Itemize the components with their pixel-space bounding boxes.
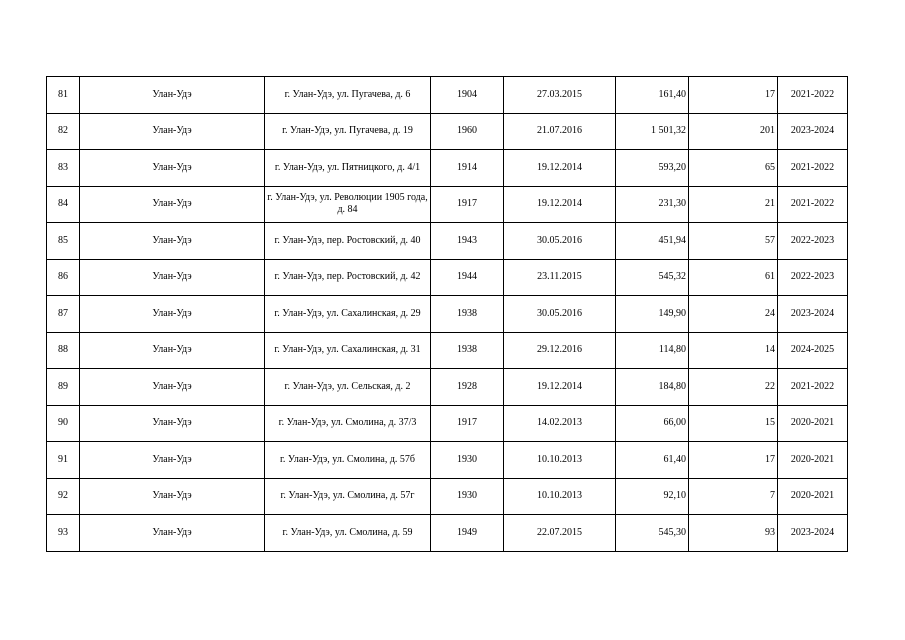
residents-cell: 14 [689, 332, 778, 369]
year-cell: 1960 [431, 113, 504, 150]
date-cell: 22.07.2015 [504, 515, 616, 552]
table-row [47, 478, 848, 515]
period-cell: 2020-2021 [778, 442, 848, 479]
period-cell: 2023-2024 [778, 113, 848, 150]
row-number: 87 [47, 296, 80, 333]
city-cell: Улан-Удэ [80, 442, 265, 479]
area-cell: 161,40 [616, 77, 689, 114]
area-cell: 184,80 [616, 369, 689, 406]
period-cell: 2024-2025 [778, 332, 848, 369]
period-cell: 2022-2023 [778, 259, 848, 296]
period-cell: 2023-2024 [778, 296, 848, 333]
city-cell: Улан-Удэ [80, 296, 265, 333]
table-row [47, 442, 848, 479]
year-cell: 1917 [431, 405, 504, 442]
city-cell: Улан-Удэ [80, 223, 265, 260]
year-cell: 1944 [431, 259, 504, 296]
year-cell: 1928 [431, 369, 504, 406]
row-number: 91 [47, 442, 80, 479]
address-cell: г. Улан-Удэ, ул. Сельская, д. 2 [265, 369, 431, 406]
row-number: 83 [47, 150, 80, 187]
row-number: 90 [47, 405, 80, 442]
address-cell: г. Улан-Удэ, ул. Сахалинская, д. 29 [265, 296, 431, 333]
date-cell: 30.05.2016 [504, 296, 616, 333]
area-cell: 545,30 [616, 515, 689, 552]
date-cell: 21.07.2016 [504, 113, 616, 150]
residents-cell: 21 [689, 186, 778, 223]
residents-cell: 65 [689, 150, 778, 187]
period-cell: 2022-2023 [778, 223, 848, 260]
area-cell: 66,00 [616, 405, 689, 442]
residents-cell: 201 [689, 113, 778, 150]
date-cell: 14.02.2013 [504, 405, 616, 442]
residents-cell: 22 [689, 369, 778, 406]
date-cell: 19.12.2014 [504, 186, 616, 223]
table-row [47, 186, 848, 223]
address-cell: г. Улан-Удэ, ул. Смолина, д. 37/3 [265, 405, 431, 442]
city-cell: Улан-Удэ [80, 369, 265, 406]
row-number: 81 [47, 77, 80, 114]
city-cell: Улан-Удэ [80, 113, 265, 150]
area-cell: 92,10 [616, 478, 689, 515]
area-cell: 149,90 [616, 296, 689, 333]
date-cell: 27.03.2015 [504, 77, 616, 114]
residents-cell: 17 [689, 77, 778, 114]
table-row [47, 259, 848, 296]
period-cell: 2020-2021 [778, 405, 848, 442]
table-row [47, 296, 848, 333]
row-number: 82 [47, 113, 80, 150]
period-cell: 2021-2022 [778, 186, 848, 223]
table-row [47, 369, 848, 406]
city-cell: Улан-Удэ [80, 259, 265, 296]
residents-cell: 7 [689, 478, 778, 515]
period-cell: 2021-2022 [778, 369, 848, 406]
city-cell: Улан-Удэ [80, 150, 265, 187]
table-row [47, 405, 848, 442]
period-cell: 2020-2021 [778, 478, 848, 515]
row-number: 88 [47, 332, 80, 369]
area-cell: 451,94 [616, 223, 689, 260]
row-number: 89 [47, 369, 80, 406]
date-cell: 30.05.2016 [504, 223, 616, 260]
date-cell: 29.12.2016 [504, 332, 616, 369]
row-number: 85 [47, 223, 80, 260]
date-cell: 10.10.2013 [504, 442, 616, 479]
year-cell: 1917 [431, 186, 504, 223]
residents-cell: 57 [689, 223, 778, 260]
area-cell: 114,80 [616, 332, 689, 369]
city-cell: Улан-Удэ [80, 332, 265, 369]
city-cell: Улан-Удэ [80, 515, 265, 552]
row-number: 84 [47, 186, 80, 223]
address-cell: г. Улан-Удэ, ул. Смолина, д. 59 [265, 515, 431, 552]
table-row [47, 150, 848, 187]
period-cell: 2021-2022 [778, 150, 848, 187]
city-cell: Улан-Удэ [80, 186, 265, 223]
city-cell: Улан-Удэ [80, 478, 265, 515]
address-cell: г. Улан-Удэ, ул. Пугачева, д. 6 [265, 77, 431, 114]
address-cell: г. Улан-Удэ, ул. Пугачева, д. 19 [265, 113, 431, 150]
residents-cell: 93 [689, 515, 778, 552]
year-cell: 1930 [431, 478, 504, 515]
address-cell: г. Улан-Удэ, ул. Пятницкого, д. 4/1 [265, 150, 431, 187]
period-cell: 2023-2024 [778, 515, 848, 552]
address-cell: г. Улан-Удэ, ул. Сахалинская, д. 31 [265, 332, 431, 369]
city-cell: Улан-Удэ [80, 405, 265, 442]
residents-cell: 24 [689, 296, 778, 333]
date-cell: 10.10.2013 [504, 478, 616, 515]
year-cell: 1904 [431, 77, 504, 114]
housing-table [46, 76, 848, 552]
address-cell: г. Улан-Удэ, ул. Революции 1905 года, д. 84 [265, 186, 431, 223]
row-number: 93 [47, 515, 80, 552]
area-cell: 545,32 [616, 259, 689, 296]
table-row [47, 332, 848, 369]
address-cell: г. Улан-Удэ, ул. Смолина, д. 57б [265, 442, 431, 479]
area-cell: 1 501,32 [616, 113, 689, 150]
table-row [47, 223, 848, 260]
year-cell: 1938 [431, 332, 504, 369]
year-cell: 1930 [431, 442, 504, 479]
row-number: 92 [47, 478, 80, 515]
address-cell: г. Улан-Удэ, пер. Ростовский, д. 42 [265, 259, 431, 296]
table-row [47, 515, 848, 552]
date-cell: 19.12.2014 [504, 369, 616, 406]
row-number: 86 [47, 259, 80, 296]
area-cell: 593,20 [616, 150, 689, 187]
address-cell: г. Улан-Удэ, пер. Ростовский, д. 40 [265, 223, 431, 260]
residents-cell: 17 [689, 442, 778, 479]
city-cell: Улан-Удэ [80, 77, 265, 114]
address-cell: г. Улан-Удэ, ул. Смолина, д. 57г [265, 478, 431, 515]
year-cell: 1914 [431, 150, 504, 187]
area-cell: 231,30 [616, 186, 689, 223]
year-cell: 1938 [431, 296, 504, 333]
table-row [47, 113, 848, 150]
period-cell: 2021-2022 [778, 77, 848, 114]
table-row [47, 77, 848, 114]
residents-cell: 61 [689, 259, 778, 296]
year-cell: 1943 [431, 223, 504, 260]
area-cell: 61,40 [616, 442, 689, 479]
date-cell: 23.11.2015 [504, 259, 616, 296]
year-cell: 1949 [431, 515, 504, 552]
residents-cell: 15 [689, 405, 778, 442]
date-cell: 19.12.2014 [504, 150, 616, 187]
